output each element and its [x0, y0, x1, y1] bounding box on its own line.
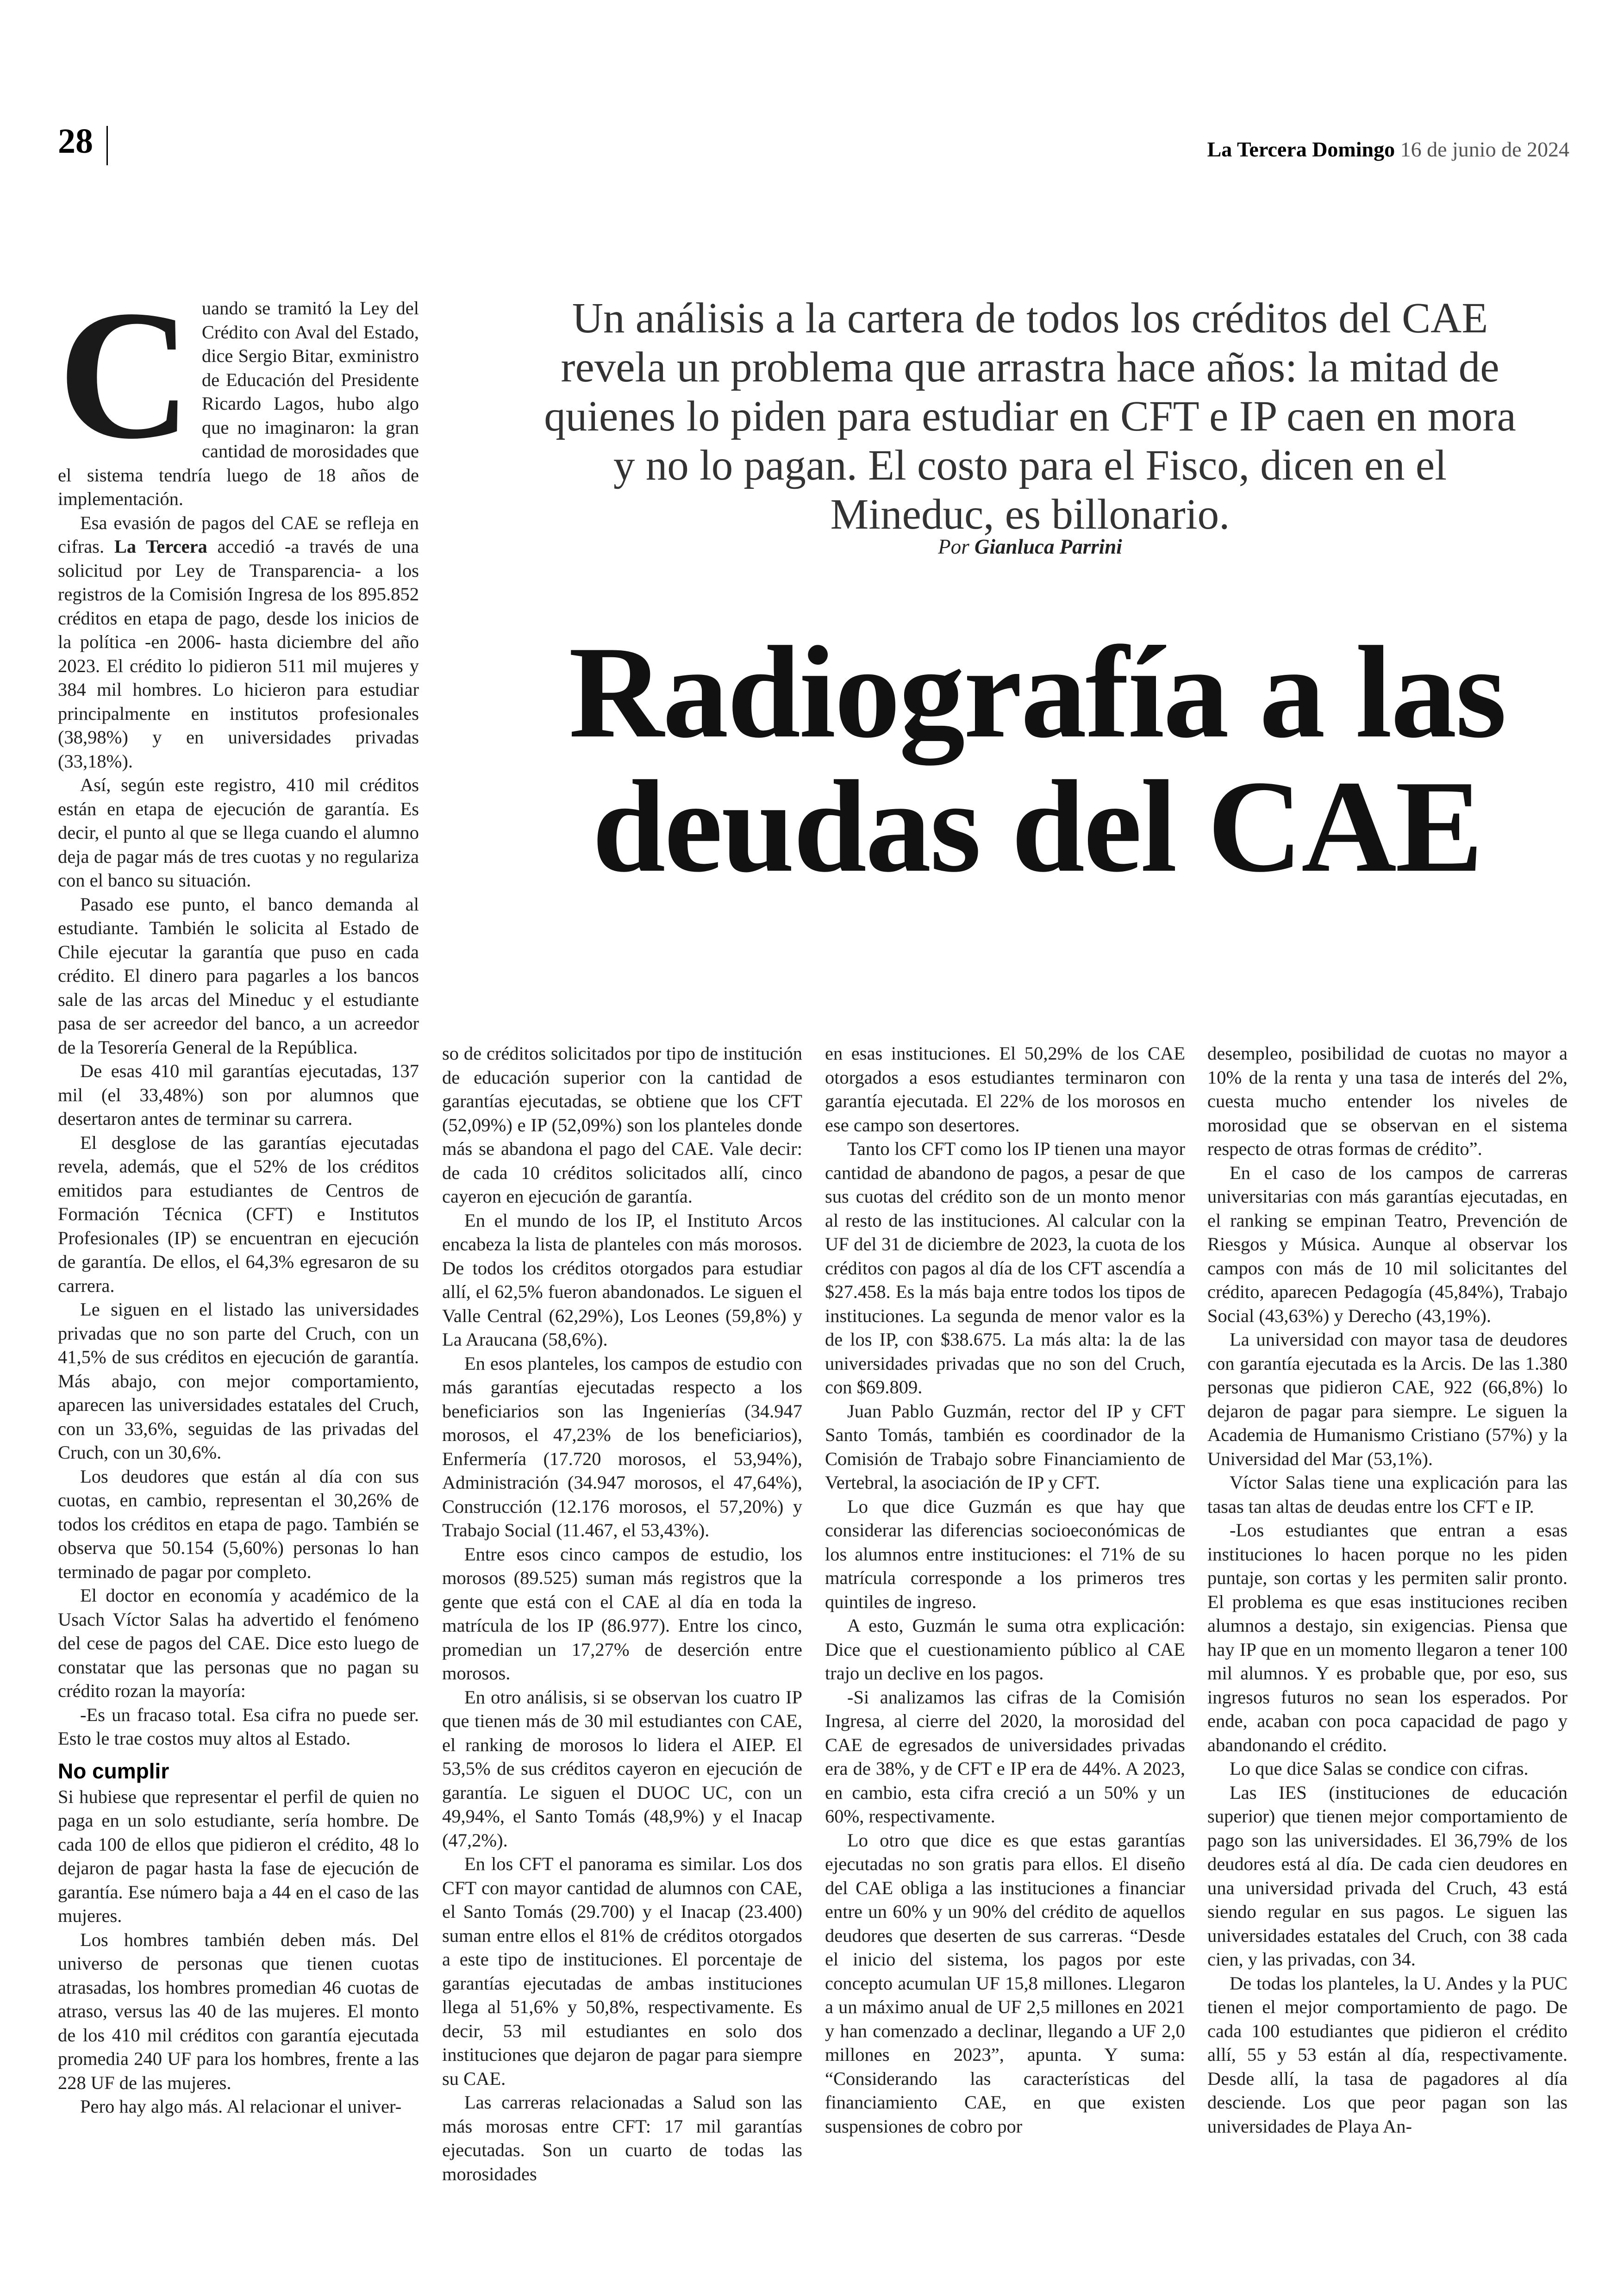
paragraph: -Los estudiantes que entran a esas instituciones lo hacen porque no les piden puntaje, son cortas y les permiten salir pronto. El problema es que esas instituciones reciben alumnos a destajo, sin exigencias. Piensa que hay IP que en un momento llegaron a tener 100 mil alumnos. Y es probable que, por eso, sus ingresos futuros no sean los esperados. Por ende, acaban con poca capacidad de pago y abandonando el crédito. — [1207, 1520, 1568, 1755]
paragraph: En los CFT el panorama es similar. Los dos CFT con mayor cantidad de alumnos con CAE, el Santo Tomás (29.700) y el Inacap (23.400) suman entre ellos el 81% de créditos otorgados a este tipo de instituciones. El porcentaje de garantías ejecutadas de ambas instituciones llega al 51,6% y 50,8%, respectivamente. Es decir, 53 mil estudiantes en solo dos instituciones que dejaron de pagar para siempre su CAE. — [442, 1853, 802, 2089]
paragraph: Las carreras relacionadas a Salud son las más morosas entre CFT: 17 mil garantías ejecutadas. Son un cuarto de todas las morosidades — [442, 2092, 802, 2184]
publication-date: 16 de junio de 2024 — [1400, 137, 1569, 161]
paragraph: -Si analizamos las cifras de la Comisión Ingresa, al cierre del 2020, la morosidad del CAE de egresados de universidades privadas era de 38%, y de CFT e IP era de 44%. A 2023, en cambio, esta cifra creció a un 50% y un 60%, respectivamente. — [825, 1686, 1185, 1827]
paragraph-text: Esa evasión de pagos del CAE se refleja en cifras. — [58, 512, 419, 557]
paragraph: Juan Pablo Guzmán, rector del IP y CFT Santo Tomás, también es coordinador de la Comisión de Trabajo sobre Financiamiento de Vertebral, la asociación de IP y CFT. — [825, 1400, 1185, 1493]
paragraph: Los hombres también deben más. Del universo de personas que tienen cuotas atrasadas, los hombres promedian 46 cuotas de atraso, versus las 40 de las mujeres. El monto de los 410 mil créditos con garantía ejecutada promedia 240 UF para los hombres, frente a las 228 UF de las mujeres. — [58, 1929, 419, 2093]
paragraph: En el caso de los campos de carreras universitarias con más garantías ejecutadas, en el ranking se empinan Teatro, Prevención de Riesgos y Música. Aunque al observar los campos con más de 10 mil solicitantes del crédito, aparecen Pedagogía (45,84%), Trabajo Social (43,63%) y Derecho (43,19%). — [1207, 1162, 1568, 1326]
column-2 — [442, 1041, 802, 2186]
column-3 — [825, 1041, 1185, 2138]
paragraph: so de créditos solicitados por tipo de institución de educación superior con la cantidad de garantías ejecutadas, se obtiene que los CFT (52,09%) e IP (52,09%) son los planteles donde más se abandona el pago del CAE. Vale decir: de cada 10 créditos solicitados allí, cinco cayeron en ejecución de garantía. — [442, 1043, 802, 1207]
newspaper-name: La Tercera — [114, 536, 207, 557]
paragraph: Si hubiese que representar el perfil de quien no paga en un solo estudiante, sería hombre. De cada 100 de ellos que pidieron el crédito, 48 lo dejaron de pagar hasta la fase de ejecución de garantía. Ese número baja a 44 en el caso de las mujeres. — [58, 1786, 419, 1926]
paragraph: Los deudores que están al día con sus cuotas, en cambio, representan el 30,26% de todos los créditos en etapa de pago. También se observa que 50.154 (5,60%) personas lo han terminado de pagar por completo. — [58, 1466, 419, 1582]
paragraph: En el mundo de los IP, el Instituto Arcos encabeza la lista de planteles con más morosos. De todos los créditos otorgados para estudiar allí, el 62,5% fueron abandonados. Le siguen el Valle Central (62,29%), Los Leones (59,8%) y La Araucana (58,6%). — [442, 1210, 802, 1350]
paragraph: El desglose de las garantías ejecutadas revela, además, que el 52% de los créditos emitidos para estudiantes de Centros de Formación Técnica (CFT) e Institutos Profesionales (IP) se encuentran en ejecución de garantía. De ellos, el 64,3% egresaron de su carrera. — [58, 1132, 419, 1296]
paragraph: De todas los planteles, la U. Andes y la PUC tienen el mejor comportamiento de pago. De cada 100 estudiantes que pidieron el crédito allí, 55 y 53 están al día, respectivamente. Desde allí, la tasa de pagadores al día desciende. Los que peor pagan son las universidades de Playa An- — [1207, 1972, 1568, 2137]
paragraph: -Es un fracaso total. Esa cifra no puede ser. Esto le trae costos muy altos al Estado. — [58, 1704, 419, 1749]
paragraph: El doctor en economía y académico de la Usach Víctor Salas ha advertido el fenómeno del cese de pagos del CAE. Dice esto luego de constatar que las personas que no pagan su crédito rozan la mayoría: — [58, 1585, 419, 1701]
paragraph: En esos planteles, los campos de estudio con más garantías ejecutadas respecto a los beneficiarios son las Ingenierías (34.947 morosos, el 47,23% de los beneficiarios), Enfermería (17.720 morosos, el 53,94%), Administración (34.947 morosos, el 47,64%), Construcción (12.176 morosos, el 57,20%) y Trabajo Social (11.467, el 53,43%). — [442, 1353, 802, 1540]
byline-author: Gianluca Parrini — [974, 535, 1122, 558]
byline-prefix: Por — [938, 535, 969, 558]
paragraph: Así, según este registro, 410 mil créditos están en etapa de ejecución de garantía. Es decir, el punto al que se llega cuando el alumno deja de pagar más de tres cuotas y no regulariza con el banco su situación. — [58, 774, 419, 891]
paragraph: en esas instituciones. El 50,29% de los CAE otorgados a esos estudiantes terminaron con garantía ejecutada. El 22% de los morosos en ese campo son desertores. — [825, 1043, 1185, 1135]
paragraph-text: accedió -a través de una solicitud por Ley de Transparencia- a los registros de la Comisión Ingresa de los 895.852 créditos en etapa de pago, desde los inicios de la política -en 2006- hasta diciembre del año 2023. El crédito lo pidieron 511 mil mujeres y 384 mil hombres. Lo hicieron para estudiar principalmente en institutos profesionales (38,98%) y en universidades privadas (33,18%). — [58, 536, 419, 772]
paragraph: A esto, Guzmán le suma otra explicación: Dice que el cuestionamiento público al CAE trajo un declive en los pagos. — [825, 1615, 1185, 1684]
paragraph: Las IES (instituciones de educación superior) que tienen mejor comportamiento de pago son las universidades. El 36,79% de los deudores está al día. De cada cien deudores en una universidad privada del Cruch, 43 está siendo regular en sus pagos. Le siguen las universidades estatales del Cruch, con 38 cada cien, y las privadas, con 34. — [1207, 1782, 1568, 1970]
byline — [532, 535, 1528, 559]
paragraph: De esas 410 mil garantías ejecutadas, 137 mil (el 33,48%) son por alumnos que desertaron antes de terminar su carrera. — [58, 1060, 419, 1129]
paragraph: desempleo, posibilidad de cuotas no mayor a 10% de la renta y una tasa de interés del 2%, cuesta mucho entender los niveles de morosidad que se observan en el sistema respecto de otras formas de crédito”. — [1207, 1043, 1568, 1159]
publication-name: La Tercera Domingo — [1207, 137, 1395, 161]
paragraph: Entre esos cinco campos de estudio, los morosos (89.525) suman más registros que la gente que está con el CAE al día en toda la matrícula de los IP (86.977). Entre los cinco, promedian un 17,27% de deserción entre morosos. — [442, 1543, 802, 1684]
paragraph: Lo otro que dice es que estas garantías ejecutadas no son gratis para ellos. El diseño del CAE obliga a las instituciones a financiar entre un 60% y un 90% del crédito de aquellos deudores que deserten de sus carreras. “Desde el inicio del sistema, los pagos por este concepto acumulan UF 15,8 millones. Llegaron a un máximo anual de UF 2,5 millones en 2021 y han comenzado a declinar, llegando a UF 2,0 millones en 2023”, apunta. Y suma: “Considerando las características del financiamiento CAE, en que existen suspensiones de cobro por — [825, 1829, 1185, 2137]
paragraph: En otro análisis, si se observan los cuatro IP que tienen más de 30 mil estudiantes con CAE, el ranking de morosos lo lidera el AIEP. El 53,5% de sus créditos cayeron en ejecución de garantía. Le siguen el DUOC UC, con un 49,94%, el Santo Tomás (48,9%) y el Inacap (47,2%). — [442, 1686, 802, 1851]
paragraph — [58, 272, 419, 511]
paragraph: Tanto los CFT como los IP tienen una mayor cantidad de abandono de pagos, a pesar de que sus cuotas del crédito son de un monto menor al resto de las instituciones. Al calcular con la UF del 31 de diciembre de 2023, la cuota de los créditos con pagos al día de los CFT ascendía a $27.458. Es la más baja entre todos los tipos de instituciones. La segunda de menor valor es la de los IP, con $38.675. La más alta: la de las universidades privadas que no son del Cruch, con $69.809. — [825, 1138, 1185, 1397]
paragraph: Pasado ese punto, el banco demanda al estudiante. También le solicita al Estado de Chile ejecutar la garantía que puso en cada crédito. El dinero para pagarles a los bancos sale de las arcas del Mineduc y el estudiante pasa de ser acreedor del banco, a un acreedor de la Tesorería General de la República. — [58, 893, 419, 1058]
article-headline: Radiografía a las deudas del CAE — [568, 619, 1505, 899]
paragraph — [58, 511, 419, 773]
drop-cap: C — [58, 272, 192, 477]
paragraph: Lo que dice Salas se condice con cifras. — [1230, 1758, 1529, 1779]
subheading: No cumplir — [58, 1759, 169, 1783]
publication-header — [1207, 137, 1569, 162]
column-4 — [1207, 1041, 1568, 2138]
paragraph: Víctor Salas tiene una explicación para las tasas tan altas de deudas entre los CFT e IP. — [1207, 1472, 1568, 1517]
paragraph: Pero hay algo más. Al relacionar el univer- — [80, 2096, 402, 2117]
column-1 — [58, 272, 419, 2119]
header-divider — [106, 126, 108, 165]
paragraph: La universidad con mayor tasa de deudores con garantía ejecutada es la Arcis. De las 1.380 personas que pidieron CAE, 922 (66,8%) lo dejaron de pagar para siempre. Le siguen la Academia de Humanismo Cristiano (57%) y la Universidad del Mar (53,1%). — [1207, 1329, 1568, 1469]
paragraph: Le siguen en el listado las universidades privadas que no son parte del Cruch, con un 41,5% de sus créditos en ejecución de garantía. Más abajo, con mejor comportamiento, aparecen las universidades estatales del Cruch, con un 33,6%, seguidas de las privadas del Cruch, con un 30,6%. — [58, 1299, 419, 1463]
paragraph-text: uando se tramitó la Ley del Crédito con Aval del Estado, dice Sergio Bitar, exministro de Educación del Presidente Ricardo Lagos, hubo algo que no imaginaron: la gran cantidad de morosidades que el sistema tendría luego de 18 años de implementación. — [58, 298, 419, 509]
article-deck: Un análisis a la cartera de todos los créditos del CAE revela un problema que arrastra hace años: la mitad de quienes lo piden para estudiar en CFT e IP caen en mora y no lo pagan. El costo para el Fisco, dicen en el Mineduc, es billonario. — [544, 294, 1516, 538]
paragraph: Lo que dice Guzmán es que hay que considerar las diferencias socioeconómicas de los alumnos entre instituciones: el 71% de su matrícula corresponde a los primeros tres quintiles de ingreso. — [825, 1496, 1185, 1612]
page-number: 28 — [58, 122, 93, 161]
